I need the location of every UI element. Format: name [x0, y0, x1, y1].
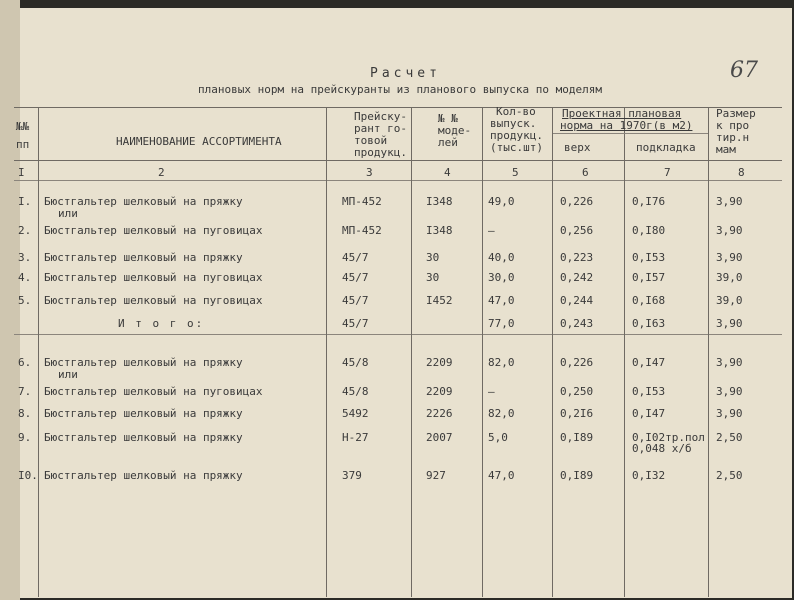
row-name: Бюстгальтер шелковый на пряжку: [44, 356, 243, 369]
norm-sub-rule: [553, 133, 708, 134]
row-model: I348: [426, 195, 453, 208]
header-num: №№: [16, 120, 30, 133]
row-size: 2,50: [716, 431, 743, 444]
col-divider: [708, 107, 709, 597]
header-qty: продукц.: [490, 129, 543, 142]
header-name: НАИМЕНОВАНИЕ АССОРТИМЕНТА: [116, 135, 282, 148]
row-qty: 77,0: [488, 317, 515, 330]
row-price: 5492: [342, 407, 369, 420]
page-margin-strip: [0, 0, 20, 600]
row-price: МП-452: [342, 224, 382, 237]
row-model: I452: [426, 294, 453, 307]
header-lining: подкладка: [636, 141, 696, 154]
row-name: Бюстгальтер шелковый на пряжку: [44, 251, 243, 264]
column-number: I: [18, 166, 25, 179]
column-number: 7: [664, 166, 671, 179]
row-price: 379: [342, 469, 362, 482]
row-price: 45/7: [342, 251, 369, 264]
row-model: 2226: [426, 407, 453, 420]
row-size: 3,90: [716, 251, 743, 264]
row-qty: 82,0: [488, 356, 515, 369]
row-qty: 49,0: [488, 195, 515, 208]
row-price: Н-27: [342, 431, 369, 444]
row-model: 30: [426, 271, 440, 284]
header-qty: выпуск.: [490, 117, 537, 130]
row-name: Бюстгальтер шелковый на пуговицах: [44, 385, 263, 398]
row-price: 45/7: [342, 294, 369, 307]
header-qty: (тыс.шт): [490, 141, 543, 154]
row-number: 4.: [18, 271, 32, 284]
row-size: 3,90: [716, 224, 743, 237]
row-lining: 0,I68: [632, 294, 666, 307]
row-lining: 0,I57: [632, 271, 666, 284]
row-lining-second: 0,048 х/б: [632, 442, 692, 455]
col-divider: [552, 107, 553, 597]
row-top: 0,256: [560, 224, 594, 237]
row-lining: 0,I02тр.пол: [632, 431, 705, 444]
header-price: рант го-: [354, 122, 407, 135]
row-size: 3,90: [716, 195, 743, 208]
column-number: 4: [444, 166, 451, 179]
row-qty: –: [488, 224, 495, 237]
row-top: 0,250: [560, 385, 594, 398]
row-number: 7.: [18, 385, 32, 398]
row-size: 3,90: [716, 356, 743, 369]
row-size: 39,0: [716, 271, 743, 284]
col-divider: [482, 107, 483, 597]
row-lining: 0,I47: [632, 407, 666, 420]
column-number: 8: [738, 166, 745, 179]
row-lining: 0,I53: [632, 385, 666, 398]
column-number: 3: [366, 166, 373, 179]
row-top: 0,I89: [560, 431, 594, 444]
header-size: тир.н: [716, 131, 750, 144]
column-number: 5: [512, 166, 519, 179]
row-top: 0,226: [560, 195, 594, 208]
header-models: № №: [438, 112, 458, 125]
row-number: I.: [18, 195, 32, 208]
row-qty: –: [488, 385, 495, 398]
column-number: 2: [158, 166, 165, 179]
row-model: 2209: [426, 356, 453, 369]
row-lining: 0,I32: [632, 469, 666, 482]
header-models: моде-: [438, 124, 472, 137]
row-lining: 0,I63: [632, 317, 666, 330]
row-model: 2209: [426, 385, 453, 398]
row-model: 2007: [426, 431, 453, 444]
row-price: 45/7: [342, 317, 369, 330]
row-lining: 0,I47: [632, 356, 666, 369]
row-number: 2.: [18, 224, 32, 237]
row-model: 927: [426, 469, 446, 482]
header-norm: Проектная плановая: [562, 107, 682, 120]
header-size: Размер: [716, 107, 756, 120]
row-lining: 0,I76: [632, 195, 666, 208]
row-qty: 82,0: [488, 407, 515, 420]
row-lining: 0,I80: [632, 224, 666, 237]
row-name: Бюстгальтер шелковый на пряжку: [44, 407, 243, 420]
row-name: Бюстгальтер шелковый на пуговицах: [44, 224, 263, 237]
header-price: продукц.: [354, 146, 407, 159]
row-top: 0,226: [560, 356, 594, 369]
header-price: Прейску-: [354, 110, 407, 123]
row-price: 45/8: [342, 356, 369, 369]
header-qty: Кол-во: [496, 105, 536, 118]
row-price: 45/7: [342, 271, 369, 284]
row-top: 0,242: [560, 271, 594, 284]
header-size: к про: [716, 119, 750, 132]
row-top: 0,244: [560, 294, 594, 307]
row-size: 3,90: [716, 385, 743, 398]
header-bottom-rule: [14, 160, 782, 161]
row-number: 6.: [18, 356, 32, 369]
col-divider: [624, 107, 625, 597]
row-name: Бюстгальтер шелковый на пряжку: [44, 431, 243, 444]
row-qty: 5,0: [488, 431, 508, 444]
page-number: 67: [730, 58, 758, 83]
col-divider: [411, 107, 412, 597]
row-model: 30: [426, 251, 440, 264]
header-norm: норма на 1970г(в м2): [560, 119, 693, 132]
row-top: 0,2I6: [560, 407, 594, 420]
row-size: 3,90: [716, 407, 743, 420]
subtotal-rule: [14, 334, 782, 335]
row-name-continuation: или: [58, 207, 78, 220]
row-name: Бюстгальтер шелковый на пуговицах: [44, 294, 263, 307]
row-qty: 47,0: [488, 469, 515, 482]
row-qty: 47,0: [488, 294, 515, 307]
row-top: 0,223: [560, 251, 594, 264]
row-name: Бюстгальтер шелковый на пряжку: [44, 469, 243, 482]
document-subtitle: плановых норм на прейскуранты из планового выпуска по моделям: [198, 83, 602, 96]
row-price: МП-452: [342, 195, 382, 208]
header-size: мам: [716, 143, 736, 156]
column-number-rule: [14, 180, 782, 181]
row-name-continuation: или: [58, 368, 78, 381]
row-number: 8.: [18, 407, 32, 420]
row-name: И т о г о:: [118, 317, 205, 330]
row-size: 3,90: [716, 317, 743, 330]
row-name: Бюстгальтер шелковый на пряжку: [44, 195, 243, 208]
header-top: верх: [564, 141, 591, 154]
header-models: лей: [438, 136, 458, 149]
col-divider: [38, 107, 39, 597]
row-number: 3.: [18, 251, 32, 264]
document-title: Расчет: [370, 66, 441, 81]
header-num: пп: [16, 138, 30, 151]
row-price: 45/8: [342, 385, 369, 398]
row-size: 39,0: [716, 294, 743, 307]
row-number: 5.: [18, 294, 32, 307]
row-size: 2,50: [716, 469, 743, 482]
row-model: I348: [426, 224, 453, 237]
row-top: 0,243: [560, 317, 594, 330]
column-number: 6: [582, 166, 589, 179]
col-divider: [326, 107, 327, 597]
row-top: 0,I89: [560, 469, 594, 482]
header-price: товой: [354, 134, 388, 147]
row-lining: 0,I53: [632, 251, 666, 264]
row-number: 9.: [18, 431, 32, 444]
row-qty: 40,0: [488, 251, 515, 264]
row-number: I0.: [18, 469, 38, 482]
row-name: Бюстгальтер шелковый на пуговицах: [44, 271, 263, 284]
row-qty: 30,0: [488, 271, 515, 284]
